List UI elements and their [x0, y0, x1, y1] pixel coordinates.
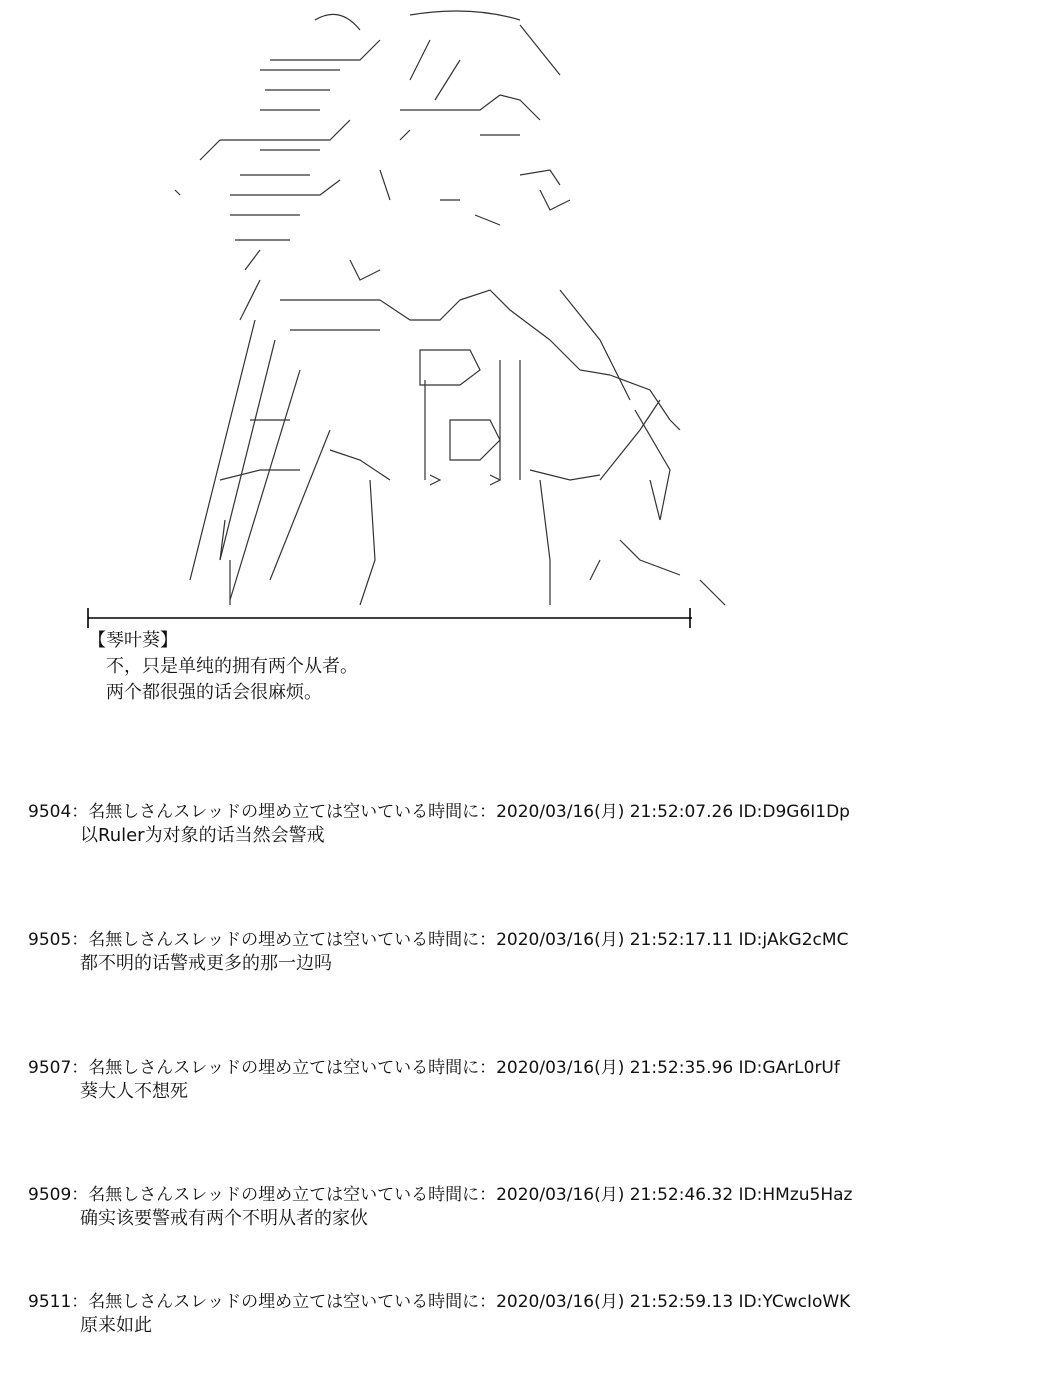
ascii-art-figure-icon — [80, 0, 760, 630]
speaker-line: 两个都很强的话会很麻烦。 — [106, 682, 322, 703]
post — [28, 800, 1028, 848]
post-header: 9509：名無しさんスレッドの埋め立ては空いている時間に：2020/03/16(月) 21:52:46.32 ID:HMzu5Haz — [28, 1185, 853, 1205]
post — [28, 1183, 1028, 1231]
post — [28, 928, 1028, 976]
post-body: 原来如此 — [80, 1315, 152, 1336]
speaker-line: 不，只是单纯的拥有两个从者。 — [106, 656, 358, 677]
speaker-name: 【琴叶葵】 — [88, 630, 178, 651]
post-body: 以Ruler为对象的话当然会警戒 — [80, 825, 325, 846]
post — [28, 1290, 1028, 1338]
speaker-block — [88, 628, 358, 706]
post-body: 确实该要警戒有两个不明从者的家伙 — [80, 1208, 368, 1229]
post-header: 9511：名無しさんスレッドの埋め立ては空いている時間に：2020/03/16(月) 21:52:59.13 ID:YCwcIoWK — [28, 1292, 851, 1312]
post-body: 葵大人不想死 — [80, 1081, 188, 1102]
post-header: 9504：名無しさんスレッドの埋め立ては空いている時間に：2020/03/16(月) 21:52:07.26 ID:D9G6I1Dp — [28, 802, 850, 822]
post — [28, 1056, 1028, 1104]
post-header: 9505：名無しさんスレッドの埋め立ては空いている時間に：2020/03/16(月) 21:52:17.11 ID:jAkG2cMC — [28, 930, 849, 950]
post-header: 9507：名無しさんスレッドの埋め立ては空いている時間に：2020/03/16(月) 21:52:35.96 ID:GArL0rUf — [28, 1058, 840, 1078]
post-body: 都不明的话警戒更多的那一边吗 — [80, 953, 332, 974]
